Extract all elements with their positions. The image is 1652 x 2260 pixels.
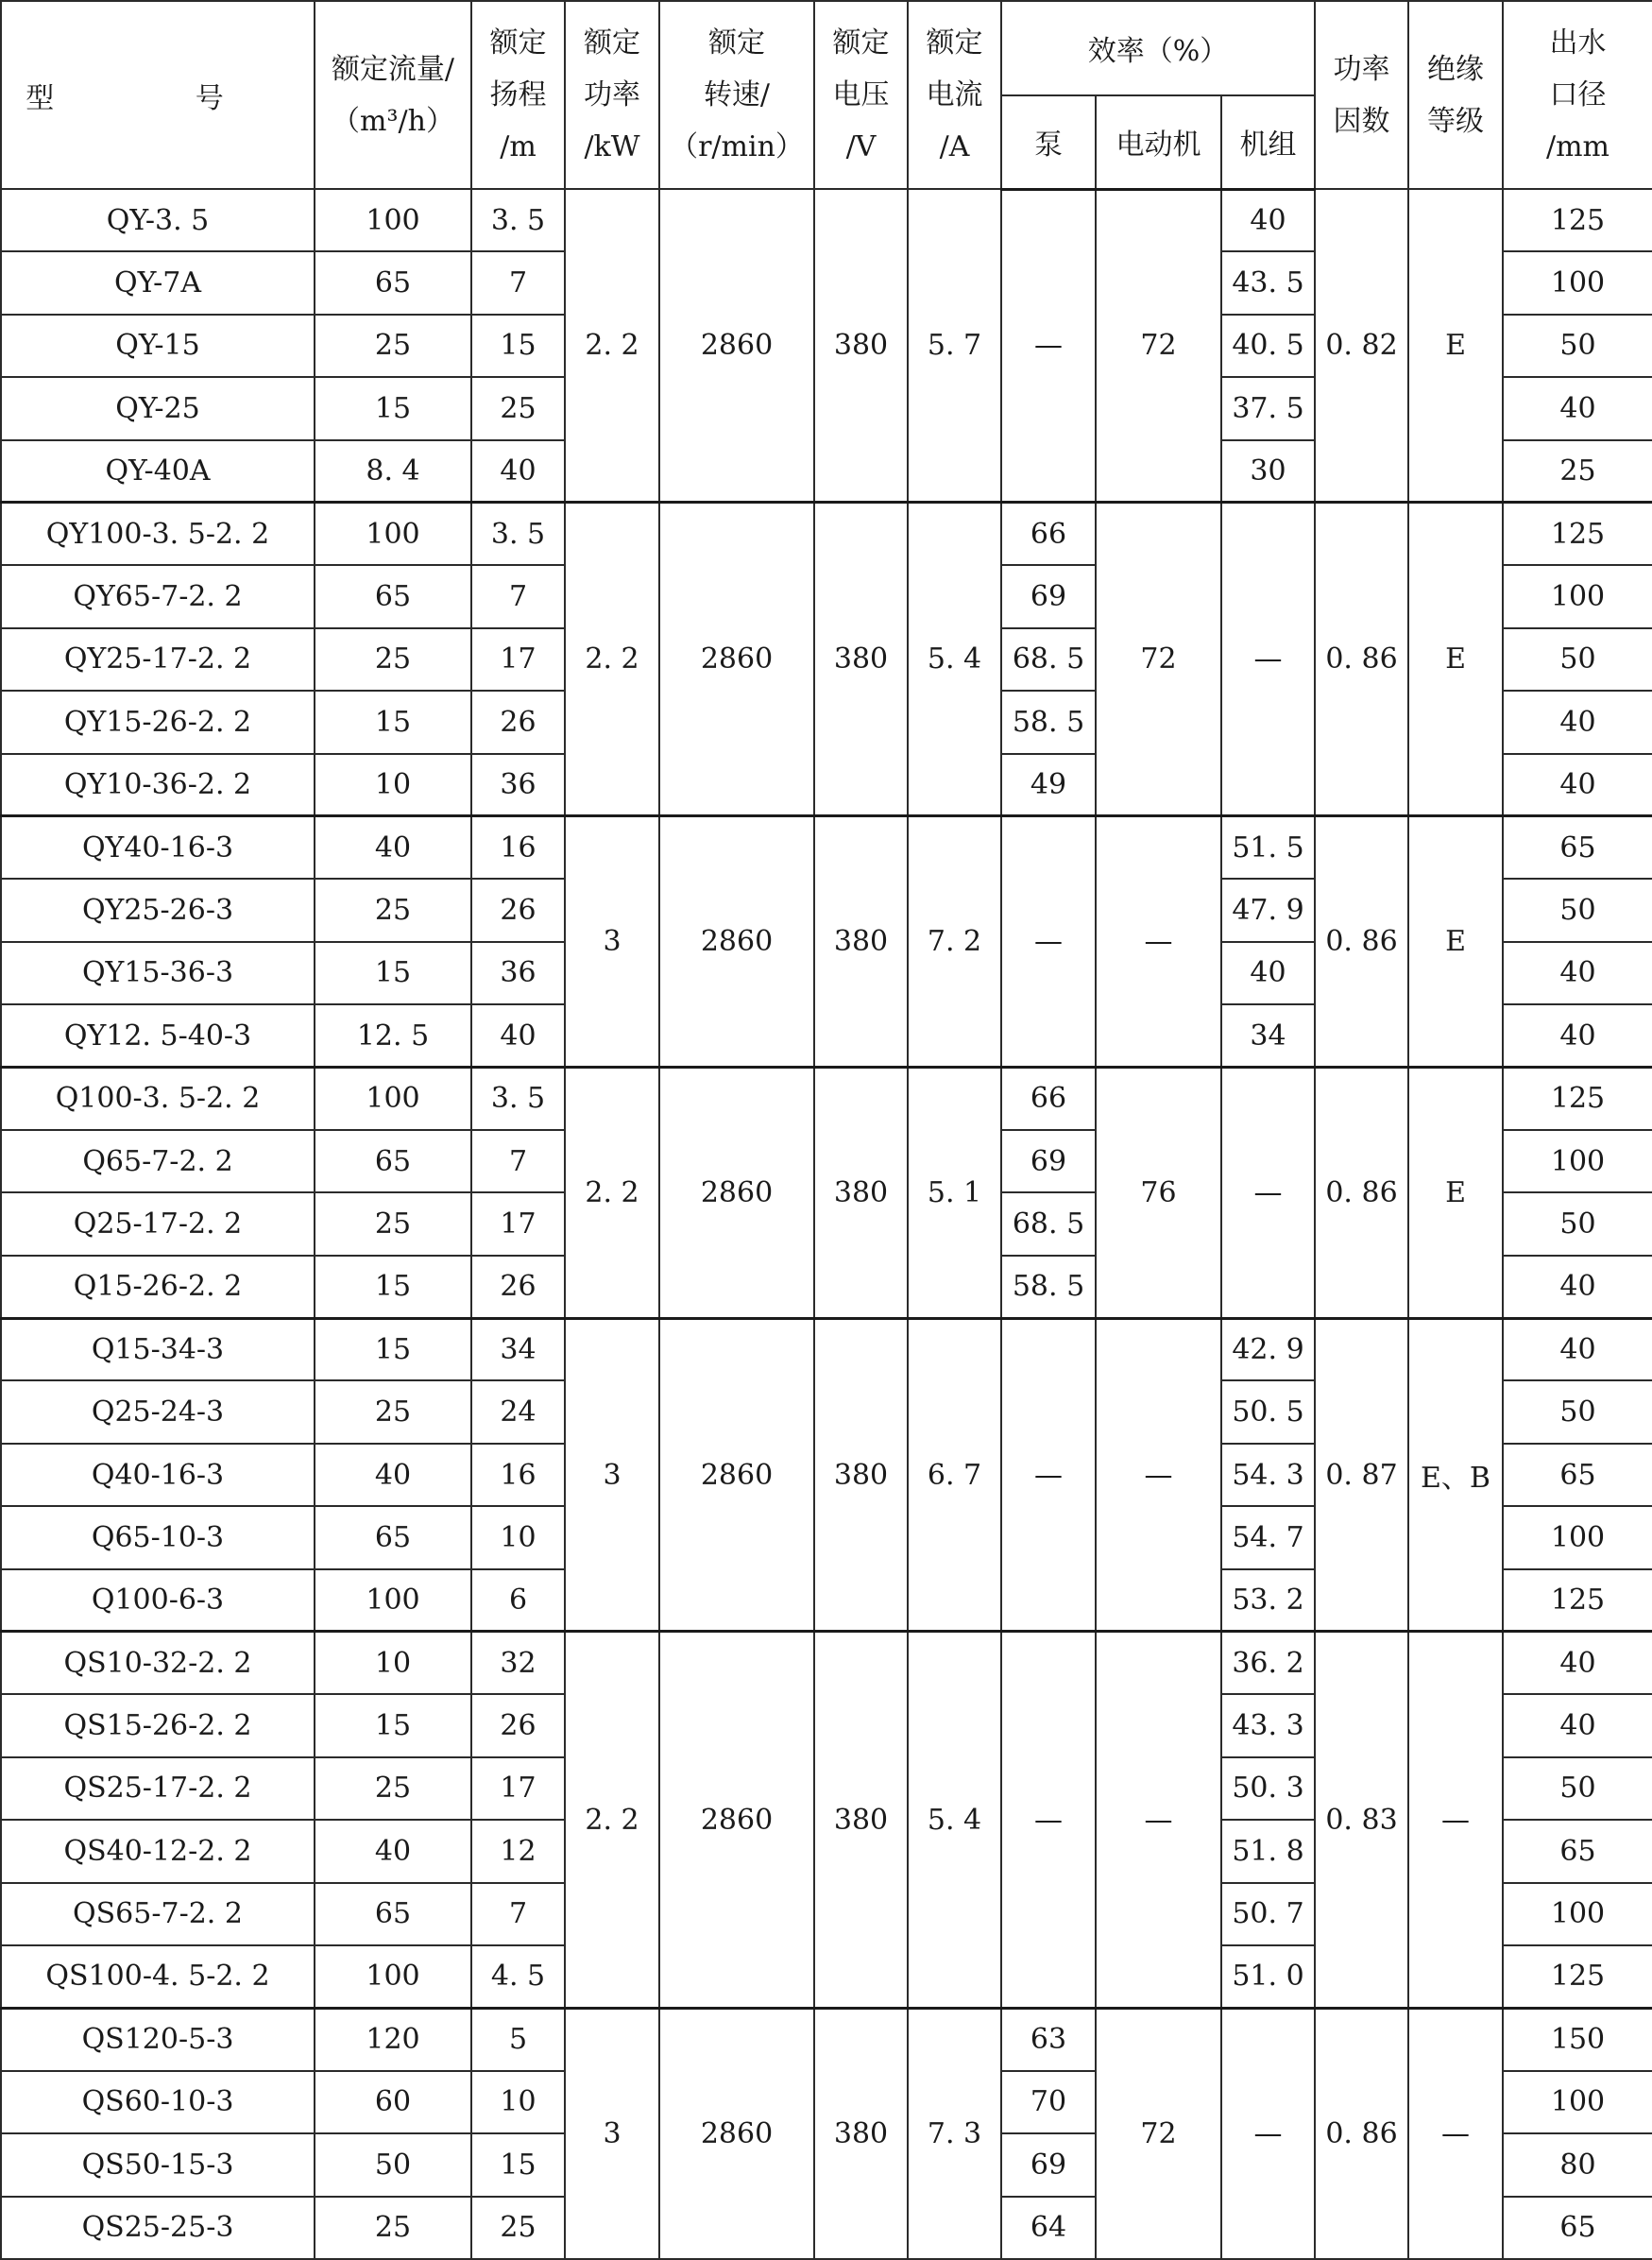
power-factor-cell: 0. 83 xyxy=(1315,1632,1408,2008)
unit-eff-cell: 37. 5 xyxy=(1221,377,1315,439)
insulation-cell: — xyxy=(1408,1632,1503,2008)
speed-cell: 2860 xyxy=(659,1632,814,2008)
model-cell: QY-15 xyxy=(1,315,315,377)
table-row xyxy=(1,1318,1652,1380)
pump-eff-cell: — xyxy=(1001,1318,1096,1632)
model-cell: QS120-5-3 xyxy=(1,2008,315,2070)
outlet-cell: 100 xyxy=(1503,2071,1652,2133)
unit-eff-cell: 30 xyxy=(1221,440,1315,503)
header-speed: 额定 转速/ （r/min） xyxy=(659,1,814,189)
head-cell: 40 xyxy=(471,1004,565,1067)
outlet-cell: 125 xyxy=(1503,1067,1652,1129)
flow-cell: 10 xyxy=(315,1632,471,1694)
outlet-cell: 125 xyxy=(1503,1569,1652,1632)
pump-eff-cell: 66 xyxy=(1001,1067,1096,1129)
pump-eff-cell: 68. 5 xyxy=(1001,628,1096,691)
speed-cell: 2860 xyxy=(659,816,814,1068)
outlet-cell: 40 xyxy=(1503,754,1652,816)
unit-eff-cell: 43. 5 xyxy=(1221,251,1315,314)
flow-cell: 25 xyxy=(315,315,471,377)
header-head: 额定 扬程 /m xyxy=(471,1,565,189)
header-power-factor: 功率 因数 xyxy=(1315,1,1408,189)
flow-cell: 120 xyxy=(315,2008,471,2070)
head-cell: 25 xyxy=(471,377,565,439)
unit-eff-cell: 40 xyxy=(1221,189,1315,251)
model-cell: QY40-16-3 xyxy=(1,816,315,879)
model-cell: QS50-15-3 xyxy=(1,2133,315,2196)
model-cell: QY25-26-3 xyxy=(1,879,315,941)
flow-cell: 25 xyxy=(315,1757,471,1820)
speed-cell: 2860 xyxy=(659,503,814,816)
flow-cell: 25 xyxy=(315,2197,471,2259)
head-cell: 36 xyxy=(471,754,565,816)
head-cell: 7 xyxy=(471,1130,565,1192)
pump-eff-cell: 63 xyxy=(1001,2008,1096,2070)
flow-cell: 40 xyxy=(315,1444,471,1506)
table-row xyxy=(1,2008,1652,2070)
flow-cell: 10 xyxy=(315,754,471,816)
flow-cell: 65 xyxy=(315,1506,471,1568)
outlet-cell: 40 xyxy=(1503,942,1652,1004)
pump-eff-cell: 49 xyxy=(1001,754,1096,816)
model-cell: QY25-17-2. 2 xyxy=(1,628,315,691)
model-cell: QY12. 5-40-3 xyxy=(1,1004,315,1067)
unit-eff-cell: 54. 3 xyxy=(1221,1444,1315,1506)
head-cell: 17 xyxy=(471,1757,565,1820)
flow-cell: 25 xyxy=(315,1380,471,1443)
pump-eff-cell: 68. 5 xyxy=(1001,1192,1096,1255)
head-cell: 26 xyxy=(471,1694,565,1756)
model-cell: Q15-26-2. 2 xyxy=(1,1256,315,1318)
head-cell: 17 xyxy=(471,628,565,691)
header-efficiency: 效率（%） xyxy=(1001,1,1315,95)
header-power: 额定 功率 /kW xyxy=(565,1,659,189)
outlet-cell: 100 xyxy=(1503,1130,1652,1192)
outlet-cell: 50 xyxy=(1503,879,1652,941)
header-eff-motor: 电动机 xyxy=(1096,95,1221,189)
power-cell: 2. 2 xyxy=(565,1067,659,1318)
model-cell: Q40-16-3 xyxy=(1,1444,315,1506)
header-outlet: 出水 口径 /mm xyxy=(1503,1,1652,189)
table-row xyxy=(1,1632,1652,1694)
flow-cell: 100 xyxy=(315,503,471,565)
outlet-cell: 65 xyxy=(1503,816,1652,879)
unit-eff-cell: 36. 2 xyxy=(1221,1632,1315,1694)
flow-cell: 15 xyxy=(315,1256,471,1318)
table-body xyxy=(1,189,1652,2259)
head-cell: 3. 5 xyxy=(471,1067,565,1129)
head-cell: 10 xyxy=(471,2071,565,2133)
unit-eff-cell: 54. 7 xyxy=(1221,1506,1315,1568)
head-cell: 4. 5 xyxy=(471,1945,565,2008)
pump-eff-cell: 70 xyxy=(1001,2071,1096,2133)
model-cell: QY10-36-2. 2 xyxy=(1,754,315,816)
voltage-cell: 380 xyxy=(814,1067,908,1318)
voltage-cell: 380 xyxy=(814,1632,908,2008)
outlet-cell: 150 xyxy=(1503,2008,1652,2070)
head-cell: 16 xyxy=(471,816,565,879)
current-cell: 7. 3 xyxy=(908,2008,1001,2259)
flow-cell: 8. 4 xyxy=(315,440,471,503)
outlet-cell: 100 xyxy=(1503,1883,1652,1945)
flow-cell: 100 xyxy=(315,189,471,251)
outlet-cell: 100 xyxy=(1503,565,1652,627)
pump-eff-cell: 69 xyxy=(1001,2133,1096,2196)
model-cell: QY65-7-2. 2 xyxy=(1,565,315,627)
unit-eff-cell: — xyxy=(1221,1067,1315,1318)
header-voltage: 额定 电压 /V xyxy=(814,1,908,189)
model-cell: QS40-12-2. 2 xyxy=(1,1820,315,1882)
outlet-cell: 50 xyxy=(1503,1757,1652,1820)
table-row xyxy=(1,1067,1652,1129)
flow-cell: 15 xyxy=(315,1694,471,1756)
flow-cell: 60 xyxy=(315,2071,471,2133)
outlet-cell: 40 xyxy=(1503,691,1652,753)
model-cell: Q65-10-3 xyxy=(1,1506,315,1568)
flow-cell: 25 xyxy=(315,1192,471,1255)
pump-eff-cell: — xyxy=(1001,816,1096,1068)
power-cell: 2. 2 xyxy=(565,1632,659,2008)
current-cell: 5. 4 xyxy=(908,1632,1001,2008)
insulation-cell: E、B xyxy=(1408,1318,1503,1632)
speed-cell: 2860 xyxy=(659,1067,814,1318)
outlet-cell: 125 xyxy=(1503,1945,1652,2008)
voltage-cell: 380 xyxy=(814,189,908,503)
motor-eff-cell: 72 xyxy=(1096,503,1221,816)
model-cell: QS100-4. 5-2. 2 xyxy=(1,1945,315,2008)
pump-eff-cell: 66 xyxy=(1001,503,1096,565)
outlet-cell: 40 xyxy=(1503,377,1652,439)
head-cell: 5 xyxy=(471,2008,565,2070)
outlet-cell: 100 xyxy=(1503,251,1652,314)
model-cell: QS60-10-3 xyxy=(1,2071,315,2133)
flow-cell: 40 xyxy=(315,1820,471,1882)
pump-eff-cell: 69 xyxy=(1001,1130,1096,1192)
outlet-cell: 40 xyxy=(1503,1256,1652,1318)
current-cell: 7. 2 xyxy=(908,816,1001,1068)
outlet-cell: 80 xyxy=(1503,2133,1652,2196)
outlet-cell: 65 xyxy=(1503,2197,1652,2259)
model-cell: Q15-34-3 xyxy=(1,1318,315,1380)
model-cell: Q25-24-3 xyxy=(1,1380,315,1443)
unit-eff-cell: — xyxy=(1221,503,1315,816)
model-cell: QY-3. 5 xyxy=(1,189,315,251)
power-factor-cell: 0. 86 xyxy=(1315,1067,1408,1318)
model-cell: Q100-3. 5-2. 2 xyxy=(1,1067,315,1129)
outlet-cell: 50 xyxy=(1503,1380,1652,1443)
model-cell: QS10-32-2. 2 xyxy=(1,1632,315,1694)
head-cell: 17 xyxy=(471,1192,565,1255)
head-cell: 16 xyxy=(471,1444,565,1506)
flow-cell: 50 xyxy=(315,2133,471,2196)
current-cell: 5. 1 xyxy=(908,1067,1001,1318)
head-cell: 3. 5 xyxy=(471,189,565,251)
flow-cell: 65 xyxy=(315,1130,471,1192)
power-factor-cell: 0. 86 xyxy=(1315,2008,1408,2259)
unit-eff-cell: 50. 7 xyxy=(1221,1883,1315,1945)
model-cell: QS25-25-3 xyxy=(1,2197,315,2259)
flow-cell: 25 xyxy=(315,628,471,691)
insulation-cell: E xyxy=(1408,189,1503,503)
speed-cell: 2860 xyxy=(659,189,814,503)
power-factor-cell: 0. 86 xyxy=(1315,816,1408,1068)
unit-eff-cell: 51. 8 xyxy=(1221,1820,1315,1882)
unit-eff-cell: 34 xyxy=(1221,1004,1315,1067)
unit-eff-cell: 43. 3 xyxy=(1221,1694,1315,1756)
current-cell: 5. 7 xyxy=(908,189,1001,503)
unit-eff-cell: — xyxy=(1221,2008,1315,2259)
pump-eff-cell: — xyxy=(1001,189,1096,503)
pump-eff-cell: 69 xyxy=(1001,565,1096,627)
head-cell: 26 xyxy=(471,879,565,941)
voltage-cell: 380 xyxy=(814,2008,908,2259)
flow-cell: 40 xyxy=(315,816,471,879)
power-cell: 2. 2 xyxy=(565,503,659,816)
table-row xyxy=(1,816,1652,879)
unit-eff-cell: 47. 9 xyxy=(1221,879,1315,941)
insulation-cell: E xyxy=(1408,1067,1503,1318)
model-cell: QS15-26-2. 2 xyxy=(1,1694,315,1756)
head-cell: 26 xyxy=(471,1256,565,1318)
motor-eff-cell: — xyxy=(1096,1318,1221,1632)
head-cell: 40 xyxy=(471,440,565,503)
insulation-cell: E xyxy=(1408,503,1503,816)
flow-cell: 65 xyxy=(315,1883,471,1945)
head-cell: 24 xyxy=(471,1380,565,1443)
pump-eff-cell: 64 xyxy=(1001,2197,1096,2259)
pump-eff-cell: 58. 5 xyxy=(1001,691,1096,753)
power-cell: 3 xyxy=(565,2008,659,2259)
power-factor-cell: 0. 82 xyxy=(1315,189,1408,503)
model-cell: QY100-3. 5-2. 2 xyxy=(1,503,315,565)
flow-cell: 25 xyxy=(315,879,471,941)
outlet-cell: 125 xyxy=(1503,189,1652,251)
table-header xyxy=(1,1,1652,189)
head-cell: 32 xyxy=(471,1632,565,1694)
model-cell: Q65-7-2. 2 xyxy=(1,1130,315,1192)
outlet-cell: 40 xyxy=(1503,1004,1652,1067)
outlet-cell: 40 xyxy=(1503,1694,1652,1756)
outlet-cell: 125 xyxy=(1503,503,1652,565)
table-row xyxy=(1,189,1652,251)
insulation-cell: — xyxy=(1408,2008,1503,2259)
current-cell: 6. 7 xyxy=(908,1318,1001,1632)
outlet-cell: 25 xyxy=(1503,440,1652,503)
voltage-cell: 380 xyxy=(814,1318,908,1632)
model-cell: QY-40A xyxy=(1,440,315,503)
unit-eff-cell: 53. 2 xyxy=(1221,1569,1315,1632)
outlet-cell: 65 xyxy=(1503,1820,1652,1882)
model-cell: Q100-6-3 xyxy=(1,1569,315,1632)
pump-eff-cell: — xyxy=(1001,1632,1096,2008)
header-model: 型 号 xyxy=(1,1,315,189)
model-cell: QY15-36-3 xyxy=(1,942,315,1004)
unit-eff-cell: 50. 3 xyxy=(1221,1757,1315,1820)
head-cell: 10 xyxy=(471,1506,565,1568)
head-cell: 15 xyxy=(471,2133,565,2196)
flow-cell: 15 xyxy=(315,691,471,753)
head-cell: 7 xyxy=(471,565,565,627)
motor-eff-cell: 72 xyxy=(1096,2008,1221,2259)
voltage-cell: 380 xyxy=(814,503,908,816)
head-cell: 34 xyxy=(471,1318,565,1380)
outlet-cell: 50 xyxy=(1503,315,1652,377)
power-cell: 2. 2 xyxy=(565,189,659,503)
head-cell: 3. 5 xyxy=(471,503,565,565)
outlet-cell: 100 xyxy=(1503,1506,1652,1568)
model-cell: QY-7A xyxy=(1,251,315,314)
model-cell: QY-25 xyxy=(1,377,315,439)
model-cell: QY15-26-2. 2 xyxy=(1,691,315,753)
flow-cell: 15 xyxy=(315,377,471,439)
power-cell: 3 xyxy=(565,816,659,1068)
flow-cell: 15 xyxy=(315,942,471,1004)
motor-eff-cell: 76 xyxy=(1096,1067,1221,1318)
header-current: 额定 电流 /A xyxy=(908,1,1001,189)
speed-cell: 2860 xyxy=(659,2008,814,2259)
header-eff-unit: 机组 xyxy=(1221,95,1315,189)
power-cell: 3 xyxy=(565,1318,659,1632)
outlet-cell: 65 xyxy=(1503,1444,1652,1506)
header-flow: 额定流量/ （m³/h） xyxy=(315,1,471,189)
motor-eff-cell: 72 xyxy=(1096,189,1221,503)
head-cell: 26 xyxy=(471,691,565,753)
unit-eff-cell: 40. 5 xyxy=(1221,315,1315,377)
pump-eff-cell: 58. 5 xyxy=(1001,1256,1096,1318)
unit-eff-cell: 40 xyxy=(1221,942,1315,1004)
power-factor-cell: 0. 86 xyxy=(1315,503,1408,816)
model-cell: Q25-17-2. 2 xyxy=(1,1192,315,1255)
power-factor-cell: 0. 87 xyxy=(1315,1318,1408,1632)
header-insulation: 绝缘 等级 xyxy=(1408,1,1503,189)
speed-cell: 2860 xyxy=(659,1318,814,1632)
outlet-cell: 50 xyxy=(1503,1192,1652,1255)
head-cell: 7 xyxy=(471,251,565,314)
unit-eff-cell: 42. 9 xyxy=(1221,1318,1315,1380)
model-cell: QS25-17-2. 2 xyxy=(1,1757,315,1820)
head-cell: 12 xyxy=(471,1820,565,1882)
head-cell: 36 xyxy=(471,942,565,1004)
unit-eff-cell: 51. 5 xyxy=(1221,816,1315,879)
head-cell: 7 xyxy=(471,1883,565,1945)
flow-cell: 100 xyxy=(315,1569,471,1632)
flow-cell: 15 xyxy=(315,1318,471,1380)
voltage-cell: 380 xyxy=(814,816,908,1068)
unit-eff-cell: 51. 0 xyxy=(1221,1945,1315,2008)
current-cell: 5. 4 xyxy=(908,503,1001,816)
header-eff-pump: 泵 xyxy=(1001,95,1096,189)
outlet-cell: 40 xyxy=(1503,1318,1652,1380)
flow-cell: 100 xyxy=(315,1067,471,1129)
motor-eff-cell: — xyxy=(1096,1632,1221,2008)
flow-cell: 100 xyxy=(315,1945,471,2008)
table-row xyxy=(1,503,1652,565)
head-cell: 15 xyxy=(471,315,565,377)
insulation-cell: E xyxy=(1408,816,1503,1068)
flow-cell: 65 xyxy=(315,565,471,627)
outlet-cell: 50 xyxy=(1503,628,1652,691)
flow-cell: 65 xyxy=(315,251,471,314)
head-cell: 25 xyxy=(471,2197,565,2259)
model-cell: QS65-7-2. 2 xyxy=(1,1883,315,1945)
motor-eff-cell: — xyxy=(1096,816,1221,1068)
outlet-cell: 40 xyxy=(1503,1632,1652,1694)
flow-cell: 12. 5 xyxy=(315,1004,471,1067)
unit-eff-cell: 50. 5 xyxy=(1221,1380,1315,1443)
head-cell: 6 xyxy=(471,1569,565,1632)
